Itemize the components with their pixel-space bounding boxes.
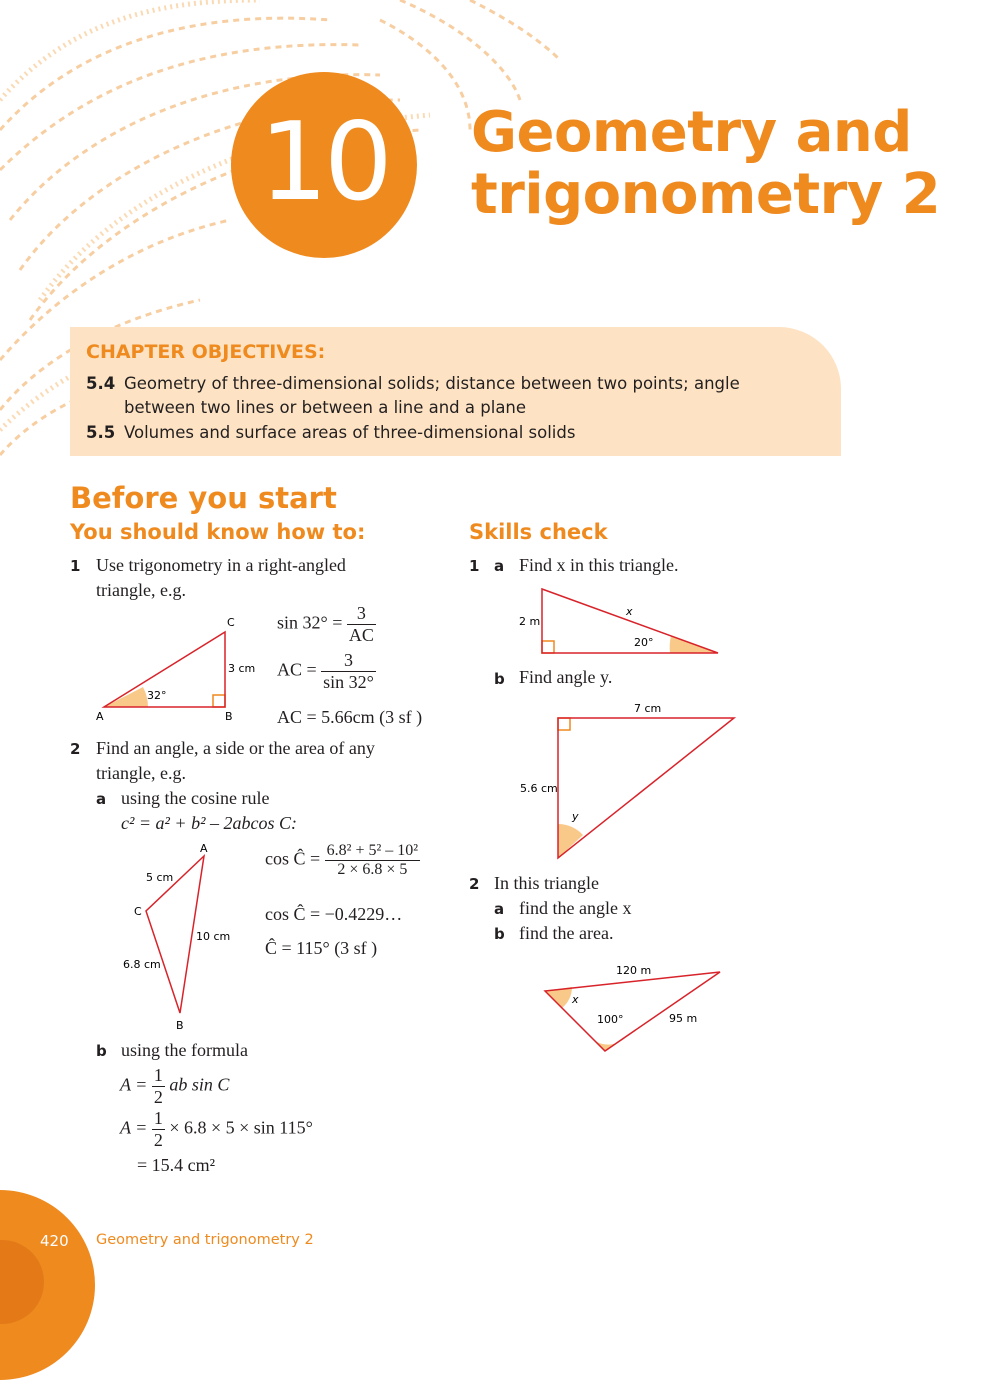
sub-label: b [494,670,505,688]
item-text: Find an angle, a side or the area of any [96,738,375,758]
side-label: 5.6 cm [520,782,558,795]
vertex-label-b: B [225,710,233,723]
angle-label: 20° [634,636,654,649]
objective-text: Volumes and surface areas of three-dimensional solids [124,423,576,442]
sub-label: b [96,1042,107,1060]
fraction-den: 2 [153,1130,163,1150]
objective-text-cont: between two lines or between a line and a plane [124,398,527,417]
fraction [321,650,376,693]
equation-left: A = [120,1117,148,1138]
fraction-den: 2 × 6.8 × 5 [337,861,408,878]
area-result: = 15.4 cm² [137,1155,216,1175]
fraction [152,1065,165,1108]
item-text: Use trigonometry in a right-angled [96,555,346,575]
triangle-a-diagram [510,582,730,662]
chapter-number-badge [231,72,417,258]
side-label: 120 m [616,964,652,977]
skills-check-heading: Skills check [469,520,608,544]
area-substitution [120,1108,313,1151]
fraction-num: 1 [153,1065,163,1085]
angle-label: x [572,993,579,1006]
cosine-equation [265,842,420,879]
hypotenuse-label: x [626,605,633,618]
equation-left: cos Ĉ = [265,848,321,869]
item-text: find the angle x [519,898,632,918]
item-text: Find x in this triangle. [519,555,679,575]
fraction-den: sin 32° [323,672,374,692]
equation-1 [277,603,376,646]
fraction [152,1108,165,1151]
cosine-value: cos Ĉ = −0.4229… [265,904,403,924]
angle-label: 32° [147,689,167,702]
angle-value: Ĉ = 115° (3 sf ) [265,938,378,958]
chapter-number: 10 [259,99,389,225]
item-text: In this triangle [494,873,599,893]
equation-left: AC = [277,659,317,680]
chapter-title-line2: trigonometry 2 [471,162,941,227]
angle-label: y [572,810,579,823]
fraction-den: AC [348,625,374,645]
triangle-b-diagram [515,698,740,863]
equation-right: ab sin C [169,1074,230,1095]
obtuse-triangle-diagram [535,958,730,1058]
objectives-heading: CHAPTER OBJECTIVES: [86,341,326,363]
objective-item [86,374,740,393]
sub-label: a [96,790,107,808]
item-text: find the area. [519,923,614,943]
item-number: 1 [469,557,480,575]
side-label: 10 cm [196,930,231,943]
chapter-title [471,102,940,226]
equation-right: × 6.8 × 5 × sin 115° [169,1117,313,1138]
side-label: 5 cm [146,871,174,884]
fraction-num: 6.8² + 5² – 10² [326,842,419,859]
objective-text: Geometry of three-dimensional solids; distance between two points; angle [124,374,740,393]
angle-label: 100° [597,1013,624,1026]
item-text: triangle, e.g. [96,763,186,783]
equation-left: sin 32° = [277,612,343,633]
side-label: 7 cm [634,702,662,715]
objective-code: 5.5 [86,423,116,442]
item-number: 2 [70,740,81,758]
objective-item [86,423,575,442]
footer-chapter-title: Geometry and trigonometry 2 [96,1232,314,1248]
sub-label: a [494,557,505,575]
fraction-num: 1 [153,1108,163,1128]
fraction-den: 2 [153,1087,163,1107]
item-number: 2 [469,875,480,893]
equation-left: A = [120,1074,148,1095]
equation-2 [277,650,376,693]
sub-label: b [494,925,505,943]
objective-code: 5.4 [86,374,116,393]
cosine-rule-formula: c² = a² + b² – 2abcos C: [121,813,297,833]
fraction [325,842,420,879]
item-text: using the formula [121,1040,248,1060]
scalene-triangle-diagram [118,838,248,1034]
side-label: 6.8 cm [123,958,161,971]
sub-label: a [494,900,505,918]
page-number: 420 [40,1232,69,1250]
item-text: triangle, e.g. [96,580,186,600]
vertex-label-a: A [96,710,104,723]
side-label: 3 cm [228,662,256,675]
vertex-label-c: C [134,905,142,918]
chapter-title-line1: Geometry and [471,100,912,165]
side-label: 95 m [669,1012,698,1025]
fraction-num: 3 [347,603,376,625]
item-number: 1 [70,557,81,575]
vertex-label-a: A [200,842,208,855]
side-label: 2 m [519,615,541,628]
fraction [347,603,376,646]
item-text: using the cosine rule [121,788,270,808]
vertex-label-b: B [176,1019,184,1032]
equation-3: AC = 5.66cm (3 sf ) [277,707,423,727]
area-formula [120,1065,229,1108]
vertex-label-c: C [227,616,235,629]
fraction-num: 3 [321,650,376,672]
know-how-heading: You should know how to: [70,520,366,544]
before-you-start-heading: Before you start [70,481,337,515]
right-triangle-diagram [90,610,270,725]
item-text: Find angle y. [519,667,613,687]
